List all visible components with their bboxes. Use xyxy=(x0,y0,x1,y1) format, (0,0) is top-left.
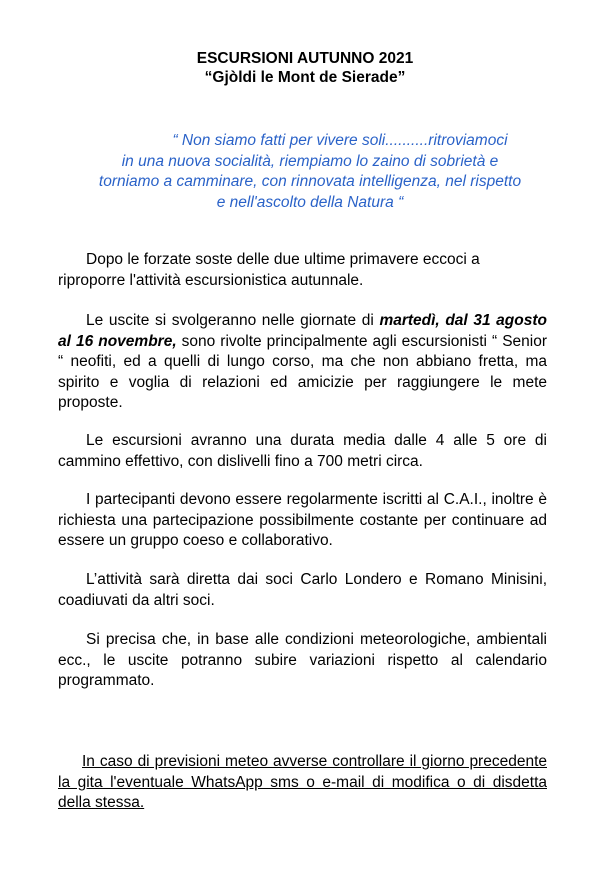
paragraph-weather xyxy=(58,630,547,692)
document-title xyxy=(0,49,610,87)
paragraph-duration xyxy=(58,431,547,472)
paragraph-duration-text: Le escursioni avranno una durata media dalle 4 alle 5 ore di cammino effettivo, con dislivelli fino a 700 metri circa. xyxy=(58,432,547,470)
intro-quote xyxy=(60,131,560,213)
paragraph-leaders xyxy=(58,570,547,611)
title-line-1: ESCURSIONI AUTUNNO 2021 xyxy=(196,50,414,67)
paragraph-dates-highlight: martedì, dal 31 agosto al 16 novembre, xyxy=(58,312,547,350)
paragraph-intro-text: Dopo le forzate soste delle due ultime primavere eccoci a riproporre l'attività escursionistica autunnale. xyxy=(58,251,480,289)
paragraph-weather-text: Si precisa che, in base alle condizioni meteorologiche, ambientali ecc., le uscite potranno subire variazioni rispetto al calendario programmato. xyxy=(58,631,547,689)
paragraph-leaders-text: L’attività sarà diretta dai soci Carlo Londero e Romano Minisini, coadiuvati da altri soci. xyxy=(58,571,547,609)
paragraph-participants-text: I partecipanti devono essere regolarmente iscritti al C.A.I., inoltre è richiesta una partecipazione possibilmente costante per continuare ad essere un gruppo coeso e collaborativo. xyxy=(58,491,547,549)
paragraph-notice xyxy=(58,752,547,814)
paragraph-dates-text-a: Le uscite si svolgeranno nelle giornate di xyxy=(86,312,380,329)
paragraph-dates-text-c: sono rivolte principalmente agli escursionisti “ Senior “ neofiti, ed a quelli di lungo corso, ma che non abbiano fretta, ma spirito e voglia di relazioni ed amicizie per raggiungere le mete proposte. xyxy=(58,332,547,411)
title-line-2: “Gjòldi le Mont de Sierade” xyxy=(204,69,406,86)
quote-line-2: in una nuova socialità, riempiamo lo zaino di sobrietà e xyxy=(121,152,499,170)
paragraph-notice-text: In caso di previsioni meteo avverse controllare il giorno precedente la gita l'eventuale WhatsApp sms o e-mail di modifica o di disdetta della stessa. xyxy=(58,753,547,811)
quote-line-4: e nell'ascolto della Natura “ xyxy=(216,193,404,211)
quote-line-3: torniamo a camminare, con rinnovata intelligenza, nel rispetto xyxy=(98,173,522,190)
quote-line-1: “ Non siamo fatti per vivere soli..........ritroviamoci xyxy=(172,132,508,149)
paragraph-intro xyxy=(58,250,547,291)
paragraph-dates xyxy=(58,311,547,414)
paragraph-participants xyxy=(58,490,547,552)
